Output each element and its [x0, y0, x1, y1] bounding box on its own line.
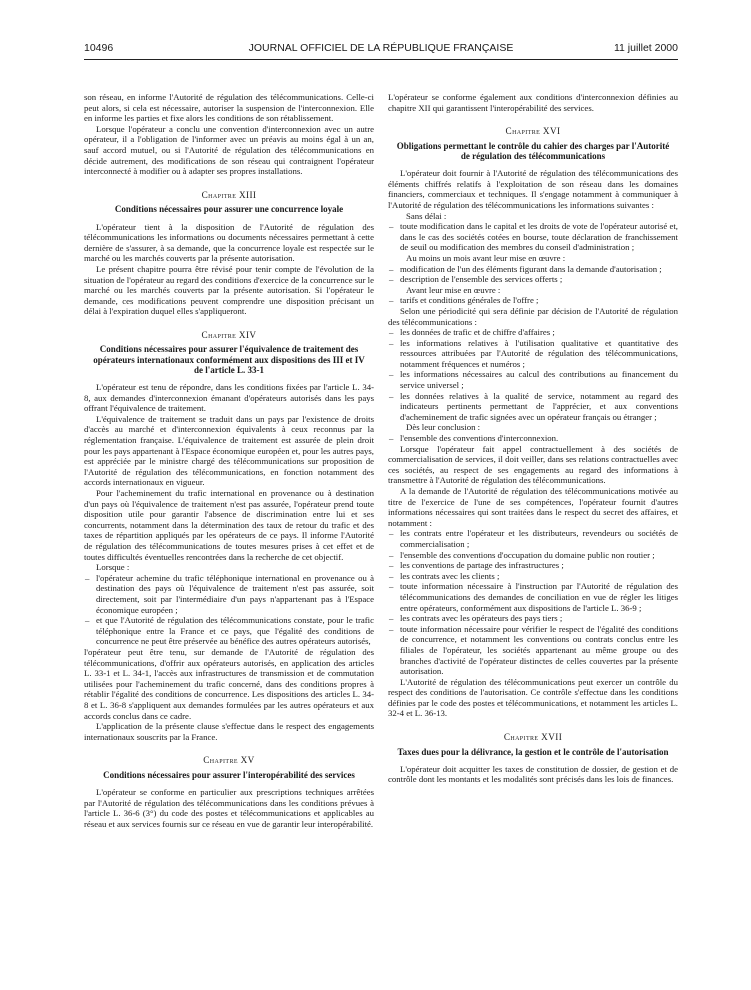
chapter-title: Taxes dues pour la délivrance, la gestion et le contrôle de l'autorisation	[397, 746, 669, 757]
list-heading: Sans délai :	[406, 210, 447, 221]
page-number: 10496	[84, 42, 114, 54]
chapter-label: Chapitre XIII	[201, 189, 257, 200]
list-item: – les conventions de partage des infrastructures ;	[388, 560, 678, 571]
list-item: – toute modification dans le capital et les droits de vote de l'opérateur autorisé et, dans le cas des sociétés cotées en bourse, toute déclaration de franchissement de seuil ou modification des membres du conseil d'administration ;	[388, 221, 678, 253]
paragraph: l'opérateur peut être tenu, sur demande de l'Autorité de régulation des télécommunications, d'offrir aux opérateurs autorisés, en application des articles L. 33-1 et L. 34-1, l'accès aux infrastructures de transmission et de commutation utilisées pour l'acheminement du trafic concerné, dans des conditions propres à rétablir l'égalité des conditions de concurrence. Les dispositions des articles L. 34-8 et L. 36-8 s'appliquent aux demandes formulées par les autres opérateurs et aux accords conclus dans ce cadre.	[84, 646, 374, 721]
list-item: – toute information nécessaire pour vérifier le respect de l'égalité des conditions de concurrence, et notamment les conventions ou contrats conclus entre les filiales de l'opérateur, les sociétés appartenant au même groupe ou des branches d'activité de l'opérateur distinctes de celles couvertes par la présente autorisation.	[388, 624, 678, 677]
list-item: – l'opérateur achemine du trafic téléphonique international en provenance ou à destination des pays où l'équivalence de traitement n'est pas assurée, soit directement, soit par l'intermédiaire d'un pays n'appartenant pas à l'Espace économique européen ;	[84, 573, 374, 615]
journal-title: JOURNAL OFFICIEL DE LA RÉPUBLIQUE FRANÇAISE	[248, 42, 514, 54]
chapter-title: Conditions nécessaires pour assurer l'interopérabilité des services	[103, 769, 355, 780]
left-column	[84, 92, 374, 829]
paragraph: L'opérateur se conforme en particulier aux prescriptions techniques arrêtées par l'Autorité de régulation des télécommunications dans les conditions prévues à l'article L. 36-6 (3°) du code des postes et télécommunications et applicables au réseau et aux services fournis sur ce réseau en vue de garantir leur interopérabilité.	[84, 787, 374, 829]
chapter-title: Conditions nécessaires pour assurer l'équivalence de traitement des opérateurs internationaux conformément aux dispositions des III et IV de l'article L. 33-1	[93, 344, 365, 375]
list-heading: Au moins un mois avant leur mise en œuvre :	[406, 252, 566, 263]
paragraph: Le présent chapitre pourra être révisé pour tenir compte de l'évolution de la situation de l'opérateur au regard des conditions d'exercice de la concurrence sur le marché ou les marchés couverts par la présente autorisation. Si l'opérateur le demande, ces modifications peuvent comprendre une disposition précisant un délai à l'expiration duquel elles s'appliqueront.	[84, 263, 374, 317]
list-item: – les informations relatives à l'utilisation qualitative et quantitative des ressources attribuées par l'Autorité de régulation des télécommunications, notamment fréquences et numéros ;	[388, 338, 678, 370]
list-item: – les informations nécessaires au calcul des contributions au financement du service universel ;	[388, 369, 678, 390]
paragraph: L'opérateur est tenu de répondre, dans les conditions fixées par l'article L. 34-8, aux demandes d'interconnexion émanant d'opérateurs autorisés dans les pays offrant l'équivalence de traitement.	[84, 382, 374, 414]
list-item: – les données de trafic et de chiffre d'affaires ;	[388, 327, 678, 338]
list-item: – les contrats avec les clients ;	[388, 571, 678, 582]
chapter-title: Obligations permettant le contrôle du cahier des charges par l'Autorité de régulation des télécommunications	[396, 140, 670, 161]
paragraph: L'opérateur tient à la disposition de l'Autorité de régulation des télécommunications les informations ou documents nécessaires permettant à cette dernière de s'assurer, à sa demande, que la concurrence loyale est respectée sur le marché ou les marchés couverts par la présente autorisation.	[84, 221, 374, 264]
paragraph: L'Autorité de régulation des télécommunications peut exercer un contrôle du respect des conditions de l'autorisation. Ce contrôle s'effectue dans les conditions définies par le code des postes et télécommunications, et notamment les articles L. 32-4 et L. 36-13.	[388, 676, 678, 719]
publication-date: 11 juillet 2000	[613, 42, 678, 54]
list-item: – les contrats entre l'opérateur et les distributeurs, revendeurs ou sociétés de commercialisation ;	[388, 528, 678, 549]
chapter-label: Chapitre XV	[203, 755, 255, 766]
chapter-label: Chapitre XIV	[201, 329, 257, 340]
chapter-label: Chapitre XVII	[503, 732, 563, 743]
list-item: – et que l'Autorité de régulation des télécommunications constate, pour le trafic téléphonique entre la France et ce pays, que l'égalité des conditions de concurrence ne peut être préservée au bénéfice des autres opérateurs autorisés,	[84, 615, 374, 647]
list-item: – tarifs et conditions générales de l'offre ;	[388, 295, 678, 306]
paragraph: Lorsque l'opérateur fait appel contractuellement à des sociétés de commercialisation de services, il doit veiller, dans ses relations contractuelles avec ces sociétés, au respect de ses engagements au regard des informations à transmettre à l'Autorité de régulation des télécommunications.	[388, 443, 678, 486]
paragraph: L'application de la présente clause s'effectue dans le respect des engagements internationaux souscrits par la France.	[84, 721, 374, 742]
list-heading: Dès leur conclusion :	[406, 422, 481, 433]
chapter-title: Conditions nécessaires pour assurer une concurrence loyale	[114, 204, 344, 215]
list-item: – l'ensemble des conventions d'interconnexion.	[388, 433, 678, 444]
paragraph: L'équivalence de traitement se traduit dans un pays par l'existence de droits d'accès au marché et d'interconnexion équivalents à ceux reconnus par la réglementation française. L'équivalence de traitement est assurée de plein droit pour les pays appartenant à l'Espace économique européen et, pour les autres pays, est appréciée par le ministre chargé des télécommunications sur proposition de l'Autorité de régulation des télécommunications, en fonction notamment des accords internationaux en vigueur.	[84, 413, 374, 488]
list-item: – les contrats avec les opérateurs des pays tiers ;	[388, 613, 678, 624]
page-header	[84, 42, 678, 58]
list-item: – description de l'ensemble des services offerts ;	[388, 274, 678, 285]
paragraph: Lorsque l'opérateur a conclu une convention d'interconnexion avec un autre opérateur, il a l'obligation de l'informer avec un préavis au moins égal à un an, sauf accord mutuel, ou si l'Autorité de régulation des télécommunications en décide autrement, des modifications de son réseau qui contraignent l'opérateur interconnecté à modifier ou à adapter ses propres installations.	[84, 123, 374, 177]
header-rule	[84, 59, 678, 60]
paragraph: L'opérateur doit fournir à l'Autorité de régulation des télécommunications des éléments chiffrés relatifs à l'exploitation de son réseau dans les domaines financiers, commerciaux et techniques. Il s'engage notamment à communiquer à l'Autorité de régulation des télécommunications les informations suivantes :	[388, 168, 678, 210]
list-item: – les données relatives à la qualité de service, notamment au regard des indicateurs pertinents permettant de l'apprécier, et aux conventions d'acheminement de trafic signées avec un opérateur français ou étranger ;	[388, 391, 678, 423]
list-heading: Avant leur mise en œuvre :	[406, 284, 501, 295]
paragraph: son réseau, en informe l'Autorité de régulation des télécommunications. Celle-ci peut alors, si cela est nécessaire, autoriser la suspension de l'interconnexion. Elle en informe les parties et fixe alors les conditions de son rétablissement.	[84, 92, 374, 124]
list-item: – modification de l'un des éléments figurant dans la demande d'autorisation ;	[388, 264, 678, 275]
chapter-label: Chapitre XVI	[505, 126, 561, 137]
list-item: – l'ensemble des conventions d'occupation du domaine public non routier ;	[388, 550, 678, 561]
paragraph: L'opérateur se conforme également aux conditions d'interconnexion définies au chapitre XII qui garantissent l'interopérabilité des services.	[388, 92, 678, 113]
paragraph: L'opérateur doit acquitter les taxes de constitution de dossier, de gestion et de contrôle dont les montants et les modalités sont précisés dans les lois de finances.	[388, 763, 678, 785]
right-column	[388, 92, 678, 785]
list-item: – toute information nécessaire à l'instruction par l'Autorité de régulation des télécommunications des demandes de conciliation en vue de régler les litiges entre opérateurs, conformément aux dispositions de l'article L. 36-9 ;	[388, 581, 678, 613]
paragraph: Selon une périodicité qui sera définie par décision de l'Autorité de régulation des télécommunications :	[388, 305, 678, 327]
paragraph: Lorsque :	[96, 562, 130, 573]
paragraph: A la demande de l'Autorité de régulation des télécommunications motivée au titre de l'exercice de l'une de ses compétences, l'opérateur fournit d'autres informations nécessaires qui sont traitées dans le respect du secret des affaires, et notamment :	[388, 486, 678, 528]
paragraph: Pour l'acheminement du trafic international en provenance ou à destination d'un pays où l'équivalence de traitement n'est pas assurée, l'opérateur prend toute disposition utile pour garantir l'absence de discrimination entre lui et ses concurrents, notamment dans la détermination des taux de retour du trafic et des taxes de répartition appliqués par les opérateurs de ce pays. Il informe l'Autorité de régulation des télécommunications de toutes mesures prises à cet effet et de toutes difficultés éventuelles rencontrées dans la recherche de cet objectif.	[84, 488, 374, 562]
